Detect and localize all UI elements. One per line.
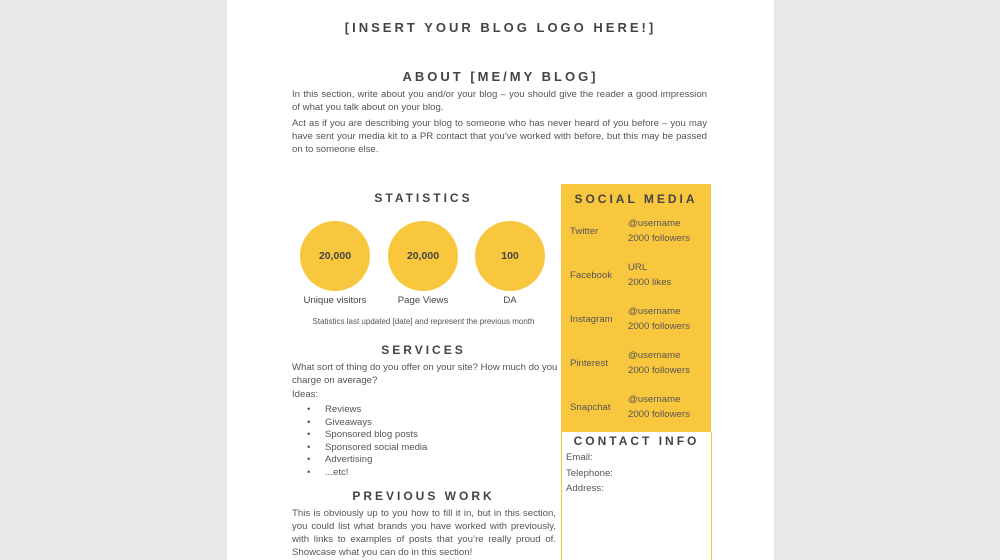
about-title: ABOUT [ME/MY BLOG]	[402, 69, 599, 84]
social-count: 2000 followers	[628, 365, 690, 376]
about-text	[292, 88, 707, 159]
social-platform: Pinterest	[570, 358, 608, 369]
social-platform: Snapchat	[570, 402, 611, 413]
list-item: • Giveaways	[307, 417, 427, 430]
social-handle: @username	[628, 306, 681, 317]
blog-logo-placeholder: [INSERT YOUR BLOG LOGO HERE!]	[344, 20, 657, 35]
contact-info-panel	[561, 432, 712, 560]
social-row-snapchat	[561, 390, 711, 430]
services-intro	[292, 361, 558, 387]
statistics-note: Statistics last updated [date] and represent the previous month	[312, 317, 535, 326]
about-paragraph: In this section, write about you and/or your blog – you should give the reader a good impression of what you talk about on your blog.	[292, 89, 707, 113]
social-count: 2000 followers	[628, 233, 690, 244]
stat-circle-da	[475, 221, 545, 291]
social-handle: @username	[628, 394, 681, 405]
stat-label-da: DA	[503, 295, 517, 306]
stat-value: 20,000	[406, 250, 440, 262]
contact-info-title: CONTACT INFO	[573, 434, 700, 448]
stat-circle-unique-visitors	[300, 221, 370, 291]
social-row-twitter	[561, 214, 711, 254]
list-item: • Sponsored blog posts	[307, 429, 427, 442]
social-row-facebook	[561, 258, 711, 298]
social-platform: Twitter	[570, 226, 599, 237]
social-row-pinterest	[561, 346, 711, 386]
list-item: • Advertising	[307, 454, 427, 467]
stat-value: 20,000	[318, 250, 352, 262]
previous-work-title: PREVIOUS WORK	[352, 489, 495, 503]
services-title: SERVICES	[381, 343, 466, 357]
social-count: 2000 followers	[628, 409, 690, 420]
list-item: • ...etc!	[307, 467, 427, 480]
stat-circle-page-views	[388, 221, 458, 291]
social-media-title: SOCIAL MEDIA	[574, 192, 698, 206]
contact-telephone-label: Telephone:	[566, 468, 613, 479]
about-paragraph: Act as if you are describing your blog to someone who has never heard of you before – you may have sent your media kit to a PR contact that you’ve worked with before, but this may be passed on to someone else.	[292, 118, 707, 155]
stat-label-unique-visitors: Unique visitors	[303, 295, 367, 306]
social-handle: @username	[628, 218, 681, 229]
contact-email-label: Email:	[566, 452, 593, 463]
previous-work-text: This is obviously up to you how to fill it in, but in this section, you could list what brands you have worked with previously, with links to examples of posts that you’re really proud of. Showcase what you can do in this section!	[292, 508, 556, 558]
social-handle: URL	[628, 262, 648, 273]
social-count: 2000 followers	[628, 321, 690, 332]
document-page	[227, 0, 774, 560]
social-count: 2000 likes	[628, 277, 672, 288]
stat-value: 100	[501, 250, 519, 262]
social-platform: Instagram	[570, 314, 613, 325]
stat-label-page-views: Page Views	[397, 295, 449, 306]
services-intro-text: What sort of thing do you offer on your site? How much do you charge on average?	[292, 362, 558, 386]
list-item: • Sponsored social media	[307, 442, 427, 455]
social-media-panel	[561, 184, 711, 432]
social-row-instagram	[561, 302, 711, 342]
list-item: • Reviews	[307, 404, 427, 417]
statistics-title: STATISTICS	[374, 191, 473, 205]
contact-address-label: Address:	[566, 483, 604, 494]
social-handle: @username	[628, 350, 681, 361]
ideas-label: Ideas:	[292, 389, 319, 400]
social-platform: Facebook	[570, 270, 613, 281]
ideas-list	[307, 404, 427, 480]
